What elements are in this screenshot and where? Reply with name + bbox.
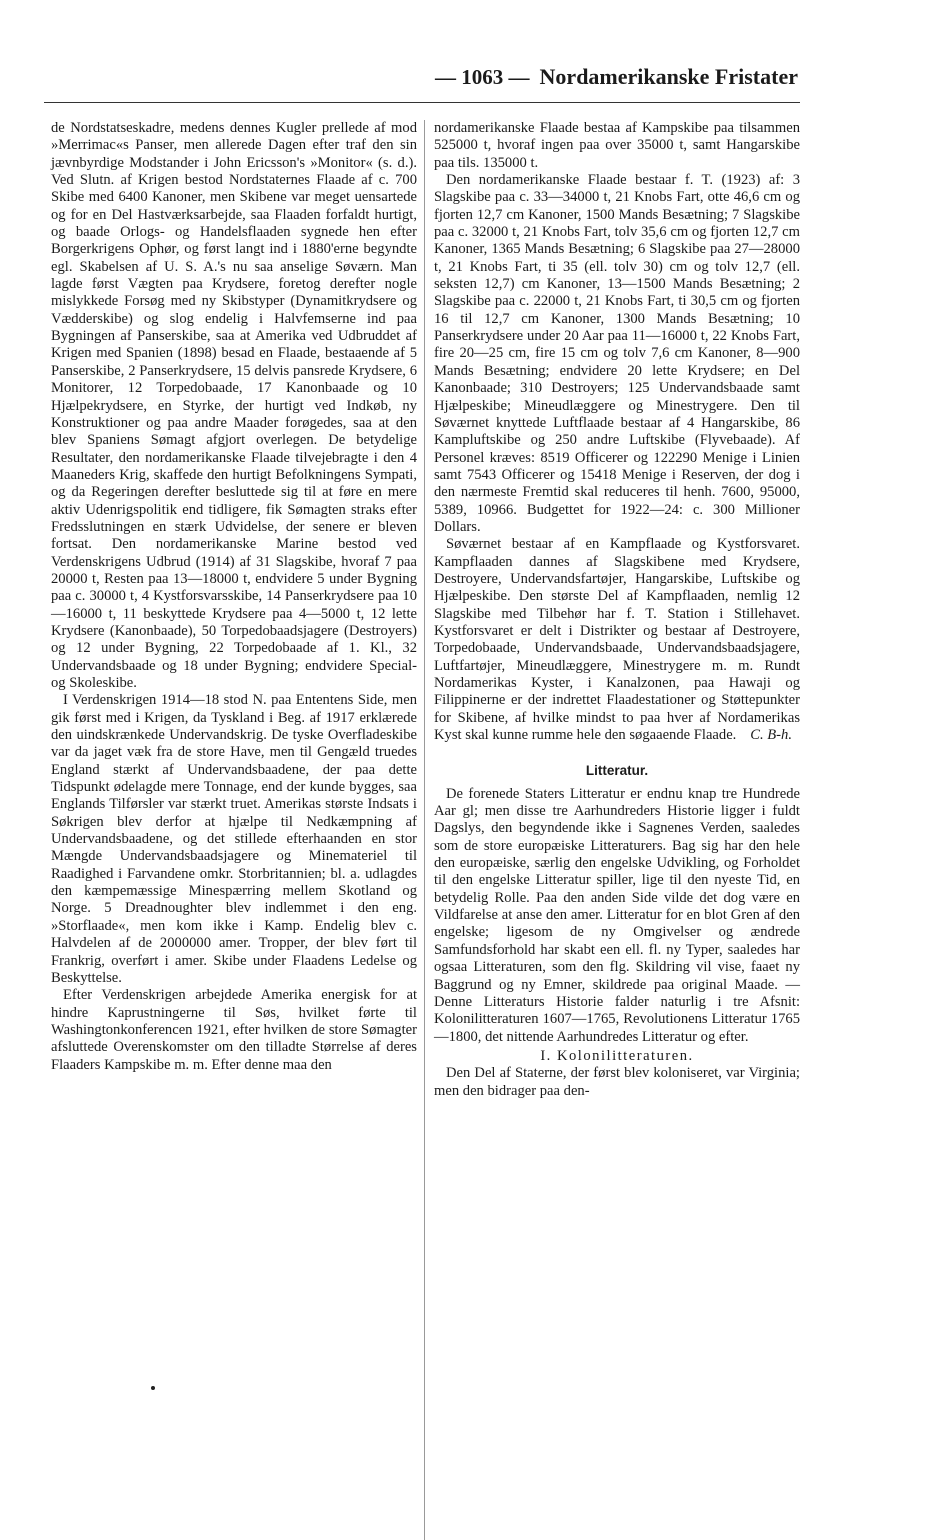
paragraph: [434, 536, 800, 744]
paragraph: Den Del af Staterne, der først blev koloniseret, var Virginia; men den bidrager paa den-: [434, 1065, 800, 1099]
paragraph: De forenede Staters Litteratur er endnu knap tre Hundrede Aar gl; men disse tre Aarhundreders Historie ligger i fuldt Dagslys, den begyndende ikke i Sagnenes Verden, saaledes som de store europæiske Litteraturers. Bag sig har den hele den europæiske, særlig den engelske Udvikling, og Forholdet til den engelske Litteratur spiller, lige til den nyeste Tid, en betydelig Rolle. Paa den anden Side vilde det dog være en Vildfarelse at anse den amer. Litteratur for en blot Gren af den engelske; ligesom de ny Omgivelser og ændrede Samfundsforhold har skabt een ell. fl. ny Typer, saaledes har ogsaa Litteraturen, som den flg. Skildring vil vise, faaet ny Baggrund og ny Emner, skildrede paa original Maade. — Denne Litteraturs Historie falder naturlig i tre Afsnit: Kolonilitteraturen 1607—1765, Revolutionens Litteratur 1765—1800, det nittende Aarhundredes Litteratur og efter.: [434, 785, 800, 1045]
right-column: [434, 120, 800, 1100]
paragraph: I Verdenskrigen 1914—18 stod N. paa Ententens Side, men gik først med i Krigen, da Tyskland i Beg. af 1917 erklærede den uindskrænkede Undervandskrig. De tyske Overfladeskibe var da jaget væk fra de store Have, men til Gengæld truedes England stærkt af Undervandsbaadene, der paa dette Tidspunkt ødelagde mere Tonnage, end der kunde bygges, saa Englands Tilførsler var stærkt truet. Amerikas største Indsats i Søkrigen blev derfor at hjælpe til Nedkæmpning af Undervandsbaadene, og det stillede efterhaanden en stor Mængde Undervandsbaadsjagere og Minemateriel til Raadighed i Farvandene omkr. Storbritannien; bl. a. udlagdes den kæmpemæssige Minespærring mellem Skotland og Norge. 5 Dreadnoughter blev indlemmet i den eng. »Storflaade«, men kom ikke i Kamp. Endelig blev c. Halvdelen af de 2000000 amer. Tropper, der blev ført til Frankrig, overført i amer. Skibe under Flaadens Ledelse og Beskyttelse.: [51, 692, 417, 986]
section-heading: Litteratur.: [585, 763, 649, 779]
page-header: [44, 64, 798, 100]
header-rule: [44, 102, 800, 103]
paragraph-text: Søværnet bestaar af en Kampflaade og Kystforsvaret. Kampflaaden dannes af Slagskibene med Krydsere, Destroyere, Undervandsfartøjer, Hangarskibe, Luftskibe og Hjælpeskibe. Den største Del af Kampflaaden, nemlig 12 Slagskibe med Tilbehør har f. T. Station i Stillehavet. Kystforsvaret er delt i Distrikter og bestaar af Destroyere, Torpedobaade, Undervandsbaade, Undervandsbaadsjagere, Luftfartøjer, Mineudlæggere, Minestrygere m. m. Rundt Nordamerikas Kyster, i Kanalzonen, paa Hawaji og Filippinerne er der indrettet Flaadestationer og Støttepunkter for Skibene, af hvilke mindst to paa hver af Nordamerikas Kyst skal kunne rumme hele den søgaaende Flaade.: [434, 536, 800, 744]
column-divider: [424, 120, 425, 1540]
author-signature: C. B-h.: [750, 727, 792, 744]
paragraph: nordamerikanske Flaade bestaa af Kampskibe paa tilsammen 525000 t, hvoraf ingen paa over 35000 t, samt Hangarskibe paa tils. 135000 t.: [434, 120, 800, 171]
print-speck: [151, 1386, 155, 1390]
left-column: [51, 120, 417, 1074]
subsection-heading: I. Kolonilitteraturen.: [540, 1047, 694, 1064]
paragraph: Efter Verdenskrigen arbejdede Amerika energisk for at hindre Kaprustningerne til Søs, hvilket førte til Washingtonkonferencen 1921, efter hvilken de store Sømagter afsluttede Overenskomster om den tilladte Størrelse af deres Flaaders Kampskibe m. m. Efter denne maa den: [51, 987, 417, 1073]
running-title: Nordamerikanske Fristater: [539, 64, 798, 89]
paragraph: de Nordstatseskadre, medens dennes Kugler prellede af mod »Merrimac«s Panser, men allerede Dagen efter traf den sin jævnbyrdige Modstander i John Ericsson's »Monitor« (s. d.). Ved Slutn. af Krigen bestod Nordstaternes Flaade af c. 700 Skibe med 6400 Kanoner, men Skibene var meget uensartede og for en Del Hastværksarbejde, saa Flaaden forfaldt hurtigt, og baade Orlogs- og Handelsflaaden sygnede hen efter Borgerkrigens Ophør, og først langt ind i 1880'erne begyndte egl. Skabelsen af U. S. A.'s nu saa anselige Søværn. Man lagde først Vægten paa Krydsere, foretog derefter nogle mislykkede Forsøg med ny Skibstyper (Dynamitkrydsere og Vædderskibe) og slog endelig i Halvfemserne ind paa Bygningen af Panserskibe, saa at Amerika ved Udbruddet af Krigen med Spanien (1898) besad en Flaade, bestaaende af 5 Panserskibe, 2 Panserkrydsere, 15 delvis pansrede Krydsere, 6 Monitorer, 12 Torpedobaade, 17 Kanonbaade og 10 Hjælpekrydsere, en Styrke, der hurtigt ved Indkøb, ny Konstruktioner og paa andre Maader forøgedes, saa at den blev Spaniens Sømagt afgjort overlegen. De betydelige Resultater, den nordamerikanske Flaade tilvejebragte i den 4 Maaneders Krig, skaffede den hurtigt Befolkningens Sympati, og da Regeringen derefter besluttede sig til at føre en mere aktiv Udenrigspolitik end tidligere, fik Sømagten straks efter Fredsslutningen en stærk Udvidelse, der senere er bleven fortsat. Den nordamerikanske Marine bestod ved Verdenskrigens Udbrud (1914) af 31 Slagskibe, hvoraf 7 paa 20000 t, Resten paa 13—18000 t, endvidere 5 under Bygning paa c. 30000 t, 4 Kystforsvarsskibe, 14 Panserkrydsere paa 10—16000 t, 11 beskyttede Krydsere paa 4—5000 t, 12 lette Krydsere (Kanonbaade), 50 Torpedobaadsjagere (Destroyers) og 12 under Bygning, 22 Torpedobaade af 1. Kl., 32 Undervandsbaade og 18 under Bygning; endvidere Special- og Skoleskibe.: [51, 120, 417, 691]
page-number: — 1063 —: [435, 65, 530, 89]
paragraph: Den nordamerikanske Flaade bestaar f. T. (1923) af: 3 Slagskibe paa c. 33—34000 t, 21 Knobs Fart, otte 46,6 cm og fjorten 12,7 cm Kanoner, 1500 Mands Besætning; 7 Slagskibe paa c. 32000 t, 21 Knobs Fart, tolv 35,6 cm og fjorten 12,7 cm Kanoner, 1365 Mands Besætning; 6 Slagskibe paa 27—28000 t, 21 Knobs Fart, ti 35 (ell. tolv 30) cm og tolv 12,7 (ell. seksten 12,7) cm Kanoner, 13—1500 Mands Besætning; 2 Slagskibe paa c. 22000 t, 21 Knobs Fart, ti 30,5 cm og fjorten 16 til 12,7 cm Kanoner, 1300 Mands Besætning; 10 Panserkrydsere under 20 Aar paa 11—16000 t, 22 Knobs Fart, fire 20—25 cm, fire 15 cm og tolv 7,6 cm Kanoner, 8—900 Mands Besætning; endvidere 20 lette Krydsere; en Del Kanonbaade; 310 Destroyers; 125 Undervandsbaade samt Hjælpeskibe; Mineudlæggere og Minestrygere. Den til Søværnet knyttede Luftflaade bestaar af 4 Hangarskibe, 86 Kampluftskibe og 250 andre Luftskibe (Flyvebaade). Af Personel kræves: 8519 Officerer og 122290 Menige i Linien samt 7543 Officerer og 15418 Menige i Reserven, der dog i den nærmeste Fremtid skal reduceres til henh. 7600, 95000, 5389, 10966. Budgettet for 1922—24: c. 300 Millioner Dollars.: [434, 172, 800, 535]
